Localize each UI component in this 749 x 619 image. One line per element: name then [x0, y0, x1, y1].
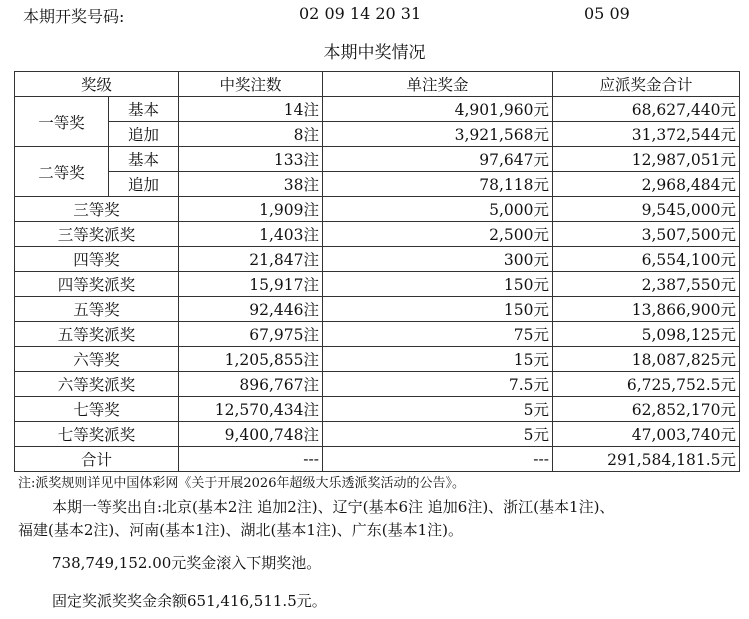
count-cell: 8注 [179, 122, 323, 147]
count-cell: 38注 [179, 172, 323, 197]
prize-cell: 5元 [323, 397, 553, 422]
table-row [15, 322, 740, 347]
prize-table-title: 本期中奖情况 [323, 43, 426, 63]
rollover-text: 738,749,152.00元奖金滚入下期奖池。 [52, 554, 322, 572]
table-row [15, 397, 740, 422]
prize-cell: 5,000元 [323, 197, 553, 222]
draw-numbers-label: 本期开奖号码: [23, 7, 125, 26]
level-cell: 三等奖派奖 [15, 222, 179, 247]
total-cell: 3,507,500元 [553, 222, 740, 247]
grand-total-cell: 291,584,181.5元 [553, 447, 740, 472]
total-cell: 68,627,440元 [553, 97, 740, 122]
total-cell: 13,866,900元 [553, 297, 740, 322]
footnote: 注:派奖规则详见中国体彩网《关于开展2026年超级大乐透派奖活动的公告》。 [18, 476, 465, 491]
total-label-cell: 合计 [15, 447, 179, 472]
count-cell: 9,400,748注 [179, 422, 323, 447]
prize-cell: 5元 [323, 422, 553, 447]
total-cell: 2,968,484元 [553, 172, 740, 197]
total-cell: 12,987,051元 [553, 147, 740, 172]
table-row [15, 297, 740, 322]
count-cell: --- [179, 447, 323, 472]
table-row [15, 272, 740, 297]
prize-cell: 2,500元 [323, 222, 553, 247]
total-cell: 18,087,825元 [553, 347, 740, 372]
total-cell: 9,545,000元 [553, 197, 740, 222]
header-level: 奖级 [15, 72, 179, 97]
prize-cell: 15元 [323, 347, 553, 372]
level-cell: 四等奖 [15, 247, 179, 272]
count-cell: 21,847注 [179, 247, 323, 272]
prize-cell: 3,921,568元 [323, 122, 553, 147]
level-cell: 七等奖 [15, 397, 179, 422]
level-cell: 一等奖 [15, 97, 109, 147]
prize-cell: 75元 [323, 322, 553, 347]
prize-cell: 4,901,960元 [323, 97, 553, 122]
table-row [15, 97, 740, 122]
table-row [15, 372, 740, 397]
sub-level-cell: 追加 [109, 122, 179, 147]
prize-cell: 78,118元 [323, 172, 553, 197]
table-row [15, 122, 740, 147]
prize-cell: 97,647元 [323, 147, 553, 172]
total-cell: 6,725,752.5元 [553, 372, 740, 397]
prize-table [14, 71, 740, 472]
total-row [15, 447, 740, 472]
level-cell: 二等奖 [15, 147, 109, 197]
table-row [15, 222, 740, 247]
count-cell: 92,446注 [179, 297, 323, 322]
count-cell: 14注 [179, 97, 323, 122]
table-row [15, 147, 740, 172]
count-cell: 12,570,434注 [179, 397, 323, 422]
level-cell: 五等奖 [15, 297, 179, 322]
level-cell: 六等奖 [15, 347, 179, 372]
prize-cell: 150元 [323, 272, 553, 297]
level-cell: 四等奖派奖 [15, 272, 179, 297]
prize-cell: 150元 [323, 297, 553, 322]
count-cell: 67,975注 [179, 322, 323, 347]
prize-cell: 7.5元 [323, 372, 553, 397]
total-cell: 5,098,125元 [553, 322, 740, 347]
total-cell: 2,387,550元 [553, 272, 740, 297]
count-cell: 15,917注 [179, 272, 323, 297]
total-cell: 62,852,170元 [553, 397, 740, 422]
total-cell: 6,554,100元 [553, 247, 740, 272]
table-row [15, 247, 740, 272]
total-cell: 31,372,544元 [553, 122, 740, 147]
level-cell: 七等奖派奖 [15, 422, 179, 447]
header-prize: 单注奖金 [323, 72, 553, 97]
header-count: 中奖注数 [179, 72, 323, 97]
count-cell: 896,767注 [179, 372, 323, 397]
table-row [15, 422, 740, 447]
table-row [15, 197, 740, 222]
count-cell: 133注 [179, 147, 323, 172]
header-total: 应派奖金合计 [553, 72, 740, 97]
winners-line-1: 本期一等奖出自:北京(基本2注 追加2注)、辽宁(基本6注 追加6注)、浙江(基本1注)、 [52, 498, 615, 516]
prize-cell: --- [323, 447, 553, 472]
sub-level-cell: 基本 [109, 147, 179, 172]
winners-line-2: 福建(基本2注)、河南(基本1注)、湖北(基本1注)、广东(基本1注)。 [18, 521, 463, 539]
front-zone-numbers: 02 09 14 20 31 [299, 4, 422, 23]
fixed-balance-text: 固定奖派奖奖金余额651,416,511.5元。 [52, 592, 327, 610]
sub-level-cell: 基本 [109, 97, 179, 122]
count-cell: 1,205,855注 [179, 347, 323, 372]
back-zone-numbers: 05 09 [584, 4, 630, 23]
total-cell: 47,003,740元 [553, 422, 740, 447]
level-cell: 六等奖派奖 [15, 372, 179, 397]
level-cell: 三等奖 [15, 197, 179, 222]
table-row [15, 172, 740, 197]
prize-cell: 300元 [323, 247, 553, 272]
sub-level-cell: 追加 [109, 172, 179, 197]
count-cell: 1,909注 [179, 197, 323, 222]
count-cell: 1,403注 [179, 222, 323, 247]
level-cell: 五等奖派奖 [15, 322, 179, 347]
table-header-row [15, 72, 740, 97]
table-row [15, 347, 740, 372]
